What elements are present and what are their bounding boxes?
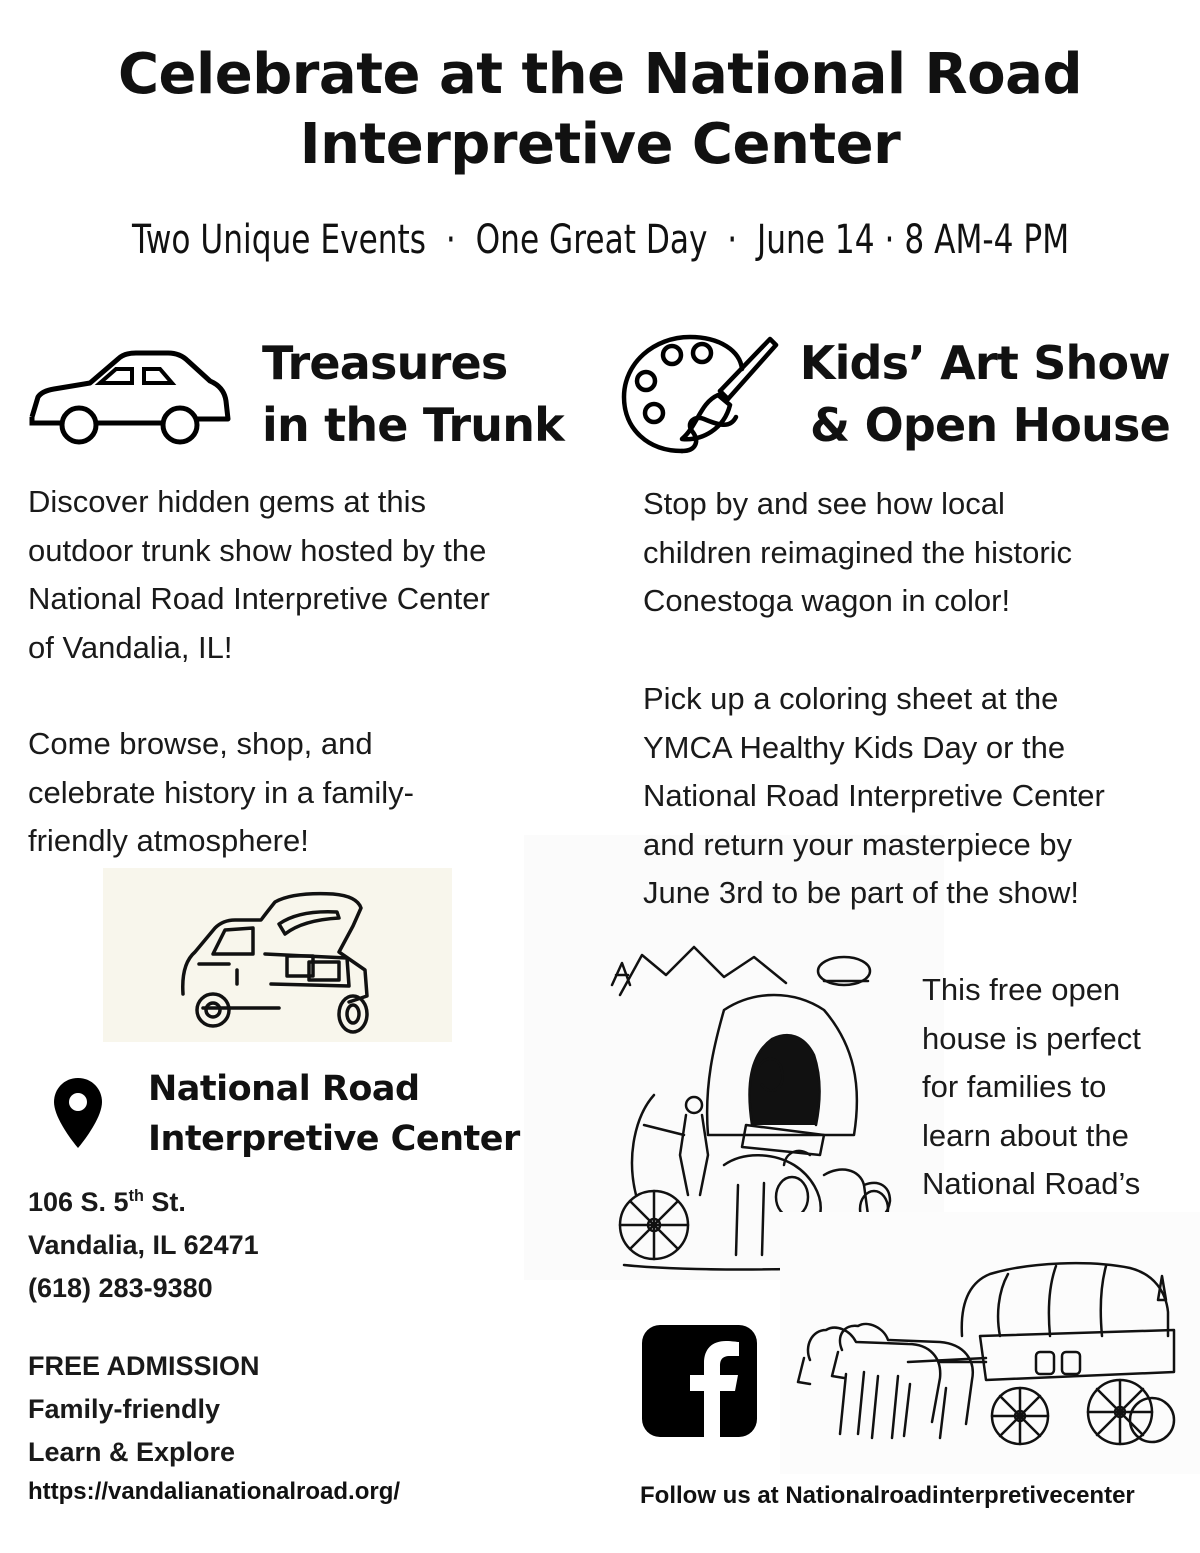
text-line: Conestoga wagon in color! (643, 583, 1011, 618)
text-line: children reimagined the historic (643, 534, 1073, 570)
address-city: Vandalia, IL 62471 (28, 1230, 259, 1260)
address-street: 106 S. 5th St. (28, 1187, 186, 1217)
car-trunk-illustration (103, 868, 452, 1042)
horse-wagon-illustration (780, 1212, 1200, 1474)
treasures-title (262, 332, 564, 456)
text-line: National Road Interpretive Center (643, 778, 1105, 813)
treasures-title-line-2: in the Trunk (262, 398, 564, 452)
text-line: and return your masterpiece by (643, 826, 1073, 862)
coloring-sheet-instructions (643, 675, 1105, 918)
title-line-1: Celebrate at the National Road (117, 42, 1083, 107)
treasures-invite (28, 720, 414, 866)
location-name-line-2: Interpretive Center (148, 1119, 520, 1159)
palette-icon (620, 333, 782, 458)
text-line: friendly atmosphere! (28, 823, 309, 858)
feature-family-friendly: Family-friendly (28, 1394, 221, 1424)
map-pin-icon (52, 1076, 104, 1150)
text-line: June 3rd to be part of the show! (643, 875, 1079, 910)
feature-learn-explore: Learn & Explore (28, 1437, 236, 1467)
address-block (28, 1175, 259, 1310)
page-title (0, 40, 1200, 180)
feature-free-admission: FREE ADMISSION (28, 1351, 260, 1381)
car-icon (28, 345, 233, 450)
text-line: outdoor trunk show hosted by the (28, 532, 487, 568)
text-line: National Road’s (922, 1166, 1141, 1201)
treasures-title-line-1: Treasures (262, 336, 508, 390)
art-show-title-line-2: & Open House (810, 398, 1170, 452)
text-line: National Road Interpretive Center (28, 581, 490, 616)
text-line: YMCA Healthy Kids Day or the (643, 729, 1066, 765)
art-show-title-line-1: Kids’ Art Show (799, 336, 1170, 390)
text-line: learn about the (922, 1117, 1129, 1153)
art-show-description (643, 480, 1072, 626)
text-line: Discover hidden gems at this (28, 484, 427, 519)
phone-number: (618) 283-9380 (28, 1273, 213, 1303)
features-list (28, 1345, 260, 1474)
facebook-icon[interactable] (642, 1325, 757, 1437)
follow-us-text: Follow us at Nationalroadinterpretivecenter (640, 1482, 1135, 1509)
text-line: celebrate history in a family- (28, 774, 414, 810)
treasures-description (28, 478, 490, 672)
text-line: Come browse, shop, and (28, 726, 373, 761)
text-line: house is perfect (922, 1020, 1141, 1056)
event-subtitle: Two Unique Events · One Great Day · June 14 · 8 AM-4 PM (132, 217, 1070, 263)
title-line-2: Interpretive Center (299, 112, 901, 177)
website-link[interactable]: https://vandalianationalroad.org/ (28, 1478, 401, 1505)
location-name (148, 1064, 520, 1164)
art-show-title (780, 332, 1170, 456)
location-name-line-1: National Road (148, 1069, 420, 1109)
text-line: Stop by and see how local (643, 486, 1005, 521)
text-line: This free open (922, 972, 1121, 1007)
text-line: Pick up a coloring sheet at the (643, 681, 1059, 716)
text-line: of Vandalia, IL! (28, 629, 233, 665)
text-line: for families to (922, 1069, 1107, 1104)
